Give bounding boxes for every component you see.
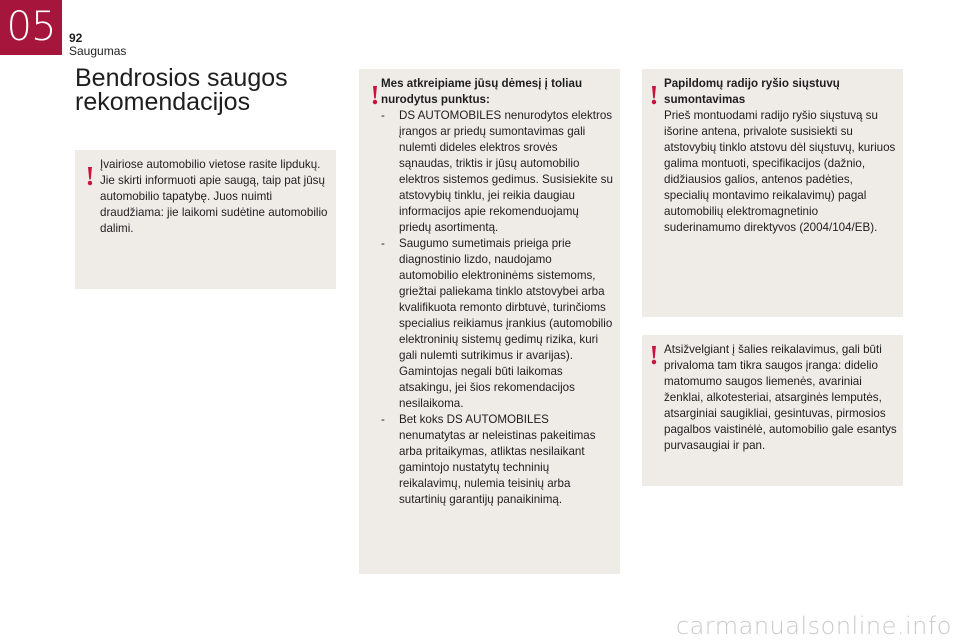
attention-list: [381, 108, 614, 508]
country-note: [642, 335, 903, 486]
radio-note: [642, 69, 903, 317]
watermark: carmanualsonline.info: [675, 612, 952, 640]
page-number: 92: [69, 31, 83, 45]
list-item-text: DS AUTOMOBILES nenurodytos elektros įrangos ar priedų sumontavimas gali nulemti dideles elektros srovės sąnaudas, triktis ir jūsų automobilio elektros sistemos gedimus. Susisiekite su atstovybių tinklu, jei reikia daugiau informacijos apie rekomenduojamų priedų asortimentą.: [399, 109, 613, 234]
list-item: [381, 236, 614, 412]
list-dash: -: [381, 109, 385, 122]
chapter-name: Saugumas: [69, 44, 127, 58]
labels-note: [75, 150, 336, 289]
chapter-tab: 05: [0, 0, 62, 55]
list-item-text: Saugumo sumetimais prieiga prie diagnostinio lizdo, naudojamo automobilio elektroninėms sistemoms, griežtai paliekama tinklo atstovybei arba kvalifikuota remonto dirbtuvė, turinčioms specialius reikiamus įrankius (automobilio elektroninių sistemų gedimų rizika, kuri gali nulemti sutrikimus ir avarijas). Gamintojas negali būti laikomas atsakingu, jei šios rekomendacijos nesilaikoma.: [399, 237, 613, 410]
list-item: [381, 412, 614, 508]
labels-note-text: Įvairiose automobilio vietose rasite lipdukų. Jie skirti informuoti apie saugą, taip pat jūsų automobilio tapatybę. Juos nuimti draudžiama: jie laikomi sudėtine automobilio dalimi.: [100, 158, 328, 235]
list-item-text: Bet koks DS AUTOMOBILES nenumatytas ar neleistinas pakeitimas arba pritaikymas, atliktas nesilaikant gamintojo nustatytų techninių reikalavimų, nulemia teisinių arba sutartinių garantijų panaikinimą.: [399, 413, 596, 506]
list-dash: -: [381, 237, 385, 250]
warning-icon: !: [649, 340, 659, 370]
list-item: [381, 108, 614, 236]
warning-icon: !: [649, 80, 659, 110]
attention-note-heading: Mes atkreipiame jūsų dėmesį į toliau nurodytus punktus:: [381, 77, 583, 106]
page-title: Bendrosios saugos rekomendacijos: [75, 64, 288, 116]
attention-note-body: [381, 76, 614, 508]
labels-note-body: [100, 157, 330, 237]
radio-note-body: [664, 76, 897, 236]
country-note-body: [664, 342, 897, 454]
warning-icon: !: [85, 161, 95, 191]
attention-note: [359, 69, 620, 574]
list-dash: -: [381, 413, 385, 426]
country-note-text: Atsižvelgiant į šalies reikalavimus, gali būti privaloma tam tikra saugos įranga: didelio matomumo saugos liemenės, avariniai ženklai, alkotesteriai, atsarginės lemputės, atsarginiai saugikliai, gesintuvas, pirmosios pagalbos vaistinėlė, automobilio gale esantys purvasaugiai ir pan.: [664, 343, 897, 452]
warning-icon: !: [370, 80, 380, 110]
radio-note-heading: Papildomų radijo ryšio siųstuvų sumontavimas: [664, 77, 840, 106]
radio-note-text: Prieš montuodami radijo ryšio siųstuvą su išorine antena, privalote susisiekti su atstovybių tinklo atstovu dėl siųstuvų, kuriuos galima montuoti, specifikacijos (dažnio, didžiausios galios, antenos padėties, specialių montavimo reikalavimų) pagal automobilių elektromagnetinio suderinamumo direktyvos (2004/104/EB).: [664, 109, 896, 234]
